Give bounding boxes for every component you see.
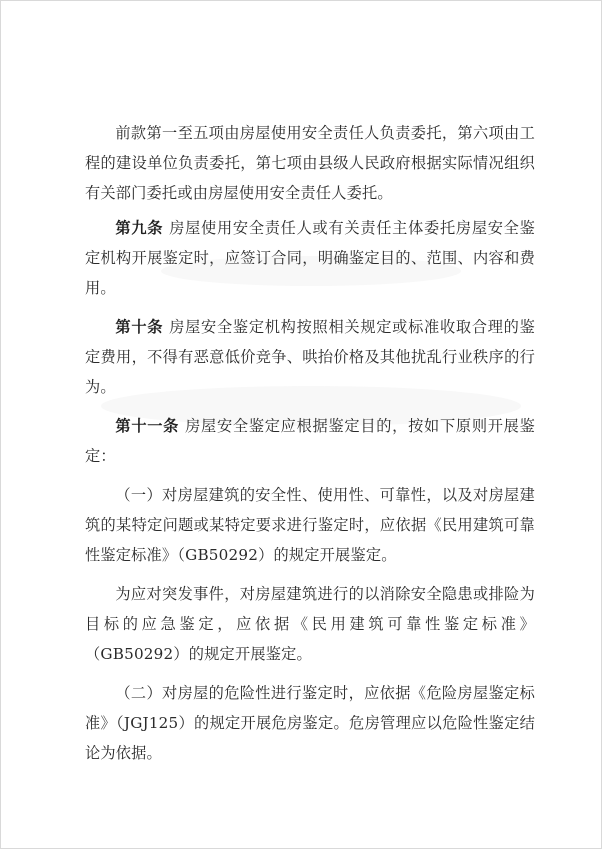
paragraph-text: 房屋使用安全责任人或有关责任主体委托房屋安全鉴定机构开展鉴定时，应签订合同，明确鉴定目的、范围、内容和费用。 <box>85 219 535 297</box>
paragraph-text: （一）对房屋建筑的安全性、使用性、可靠性，以及对房屋建筑的某特定问题或某特定要求进行鉴定时，应依据《民用建筑可靠性鉴定标准》（GB50292）的规定开展鉴定。 <box>85 486 535 564</box>
paragraph-article-10 <box>85 312 535 402</box>
article-number: 第九条 <box>115 219 164 237</box>
paragraph-text: 房屋安全鉴定机构按照相关规定或标准收取合理的鉴定费用，不得有恶意低价竞争、哄抬价格及其他扰乱行业秩序的行为。 <box>85 318 535 396</box>
paragraph-text: 为应对突发事件，对房屋建筑进行的以消除安全隐患或排险为目标的应急鉴定，应依据《民用建筑可靠性鉴定标准》（GB50292）的规定开展鉴定。 <box>85 585 535 663</box>
document-body <box>85 118 535 768</box>
paragraph-text: 房屋安全鉴定应根据鉴定目的，按如下原则开展鉴定： <box>85 417 535 465</box>
paragraph-text: （二）对房屋的危险性进行鉴定时，应依据《危险房屋鉴定标准》（JGJ125）的规定开展危房鉴定。危房管理应以危险性鉴定结论为依据。 <box>85 684 535 762</box>
paragraph-emergency <box>85 579 535 669</box>
article-number: 第十一条 <box>115 417 180 435</box>
paragraph-article-11 <box>85 411 535 471</box>
article-number: 第十条 <box>115 318 164 336</box>
paragraph-1 <box>85 118 535 208</box>
paragraph-article-9 <box>85 213 535 303</box>
paragraph-item-1 <box>85 480 535 570</box>
paragraph-item-2 <box>85 678 535 768</box>
paragraph-text: 前款第一至五项由房屋使用安全责任人负责委托，第六项由工程的建设单位负责委托，第七项由县级人民政府根据实际情况组织有关部门委托或由房屋使用安全责任人委托。 <box>85 124 535 202</box>
